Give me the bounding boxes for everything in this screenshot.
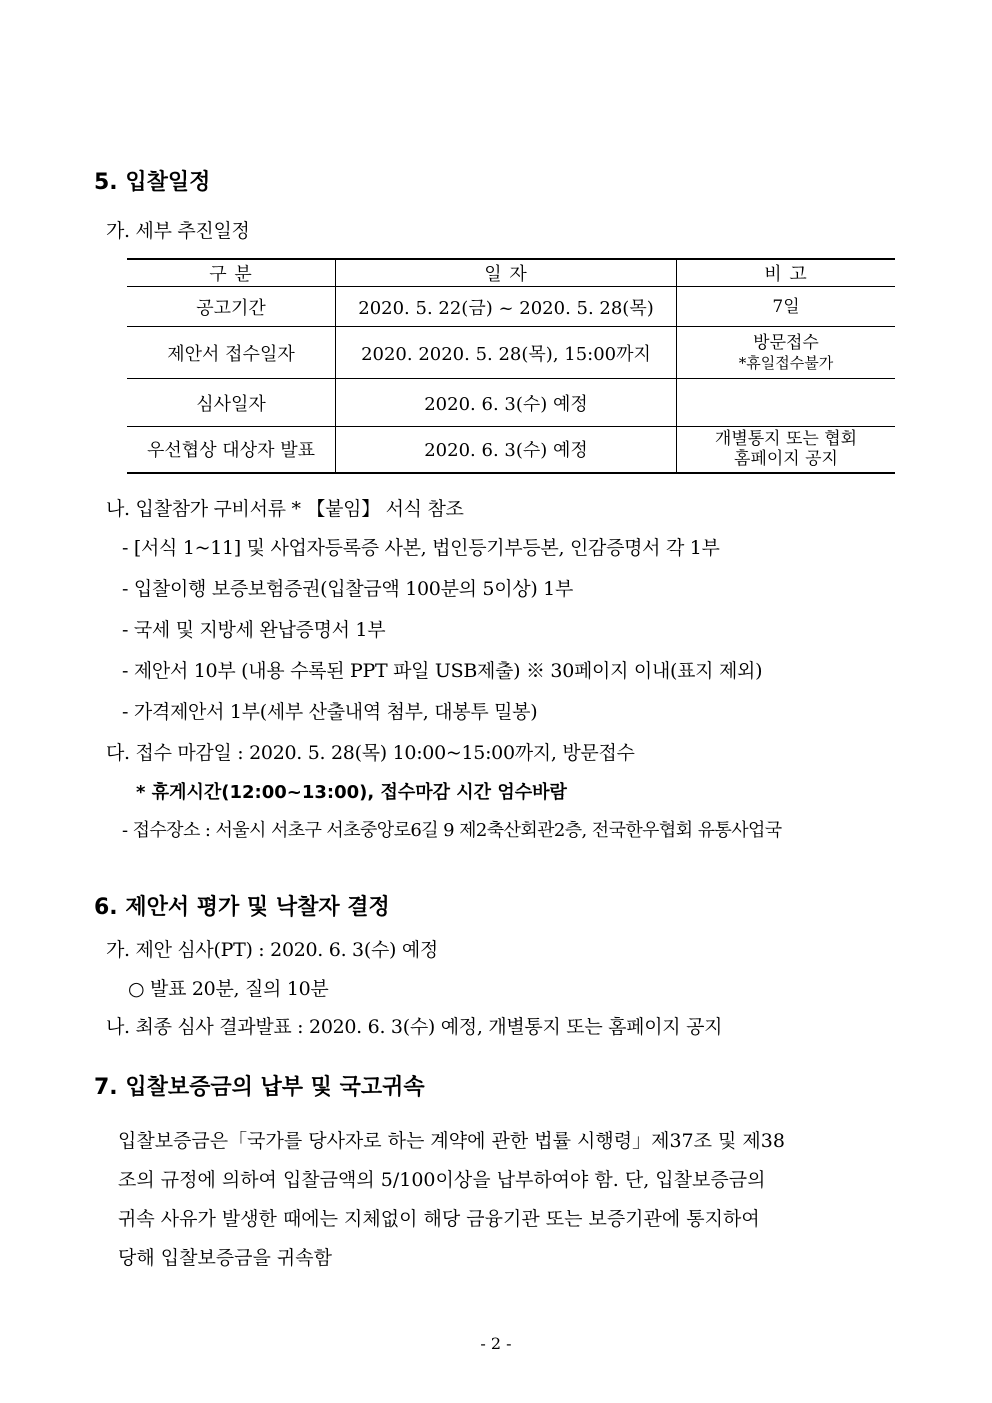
row-note xyxy=(677,427,896,473)
paragraph-line: 당해 입찰보증금을 귀속함 xyxy=(118,1247,332,1269)
na-item: - 입찰이행 보증보험증권(입찰금액 100분의 5이상) 1부 xyxy=(122,578,574,600)
section-6-ga-sub: ○ 발표 20분, 질의 10분 xyxy=(128,978,329,1000)
row-note-line2: 홈페이지 공지 xyxy=(734,449,838,470)
section-5-da: 다. 접수 마감일 : 2020. 5. 28(목) 10:00~15:00까지, 방문접수 xyxy=(106,742,635,764)
row-item: 공고기간 xyxy=(127,287,336,327)
row-date: 2020. 5. 22(금) ~ 2020. 5. 28(목) xyxy=(336,287,677,327)
row-note-line1: 개별통지 또는 협회 xyxy=(714,429,858,450)
row-note xyxy=(677,287,896,327)
paragraph-line: 조의 규정에 의하여 입찰금액의 5/100이상을 납부하여야 함. 단, 입찰보증금의 xyxy=(118,1169,766,1191)
row-date: 2020. 2020. 5. 28(목), 15:00까지 xyxy=(336,327,677,379)
row-note xyxy=(677,327,896,379)
table-row xyxy=(127,427,895,473)
na-item: - 가격제안서 1부(세부 산출내역 첨부, 대봉투 밀봉) xyxy=(122,701,538,723)
header-item: 구 분 xyxy=(127,259,336,287)
paragraph-line: 입찰보증금은「국가를 당사자로 하는 계약에 관한 법률 시행령」제37조 및 제38 xyxy=(118,1130,785,1152)
da-note: * 휴게시간(12:00~13:00), 접수마감 시간 엄수바람 xyxy=(136,782,567,803)
schedule-table xyxy=(127,258,895,474)
table-row xyxy=(127,379,895,427)
section-5-ga: 가. 세부 추진일정 xyxy=(106,220,250,242)
row-note xyxy=(677,379,896,427)
table-header-row xyxy=(127,259,895,287)
row-item: 우선협상 대상자 발표 xyxy=(127,427,336,473)
row-note-line2: *휴일접수불가 xyxy=(738,353,834,372)
row-date: 2020. 6. 3(수) 예정 xyxy=(336,427,677,473)
na-item: - [서식 1~11] 및 사업자등록증 사본, 법인등기부등본, 인감증명서 각 1부 xyxy=(122,537,720,559)
na-item: - 국세 및 지방세 완납증명서 1부 xyxy=(122,619,386,641)
section-7-title: 7. 입찰보증금의 납부 및 국고귀속 xyxy=(94,1075,425,1100)
header-date: 일 자 xyxy=(336,259,677,287)
row-note-line1: 7일 xyxy=(772,296,800,317)
row-note-line1: 방문접수 xyxy=(753,332,819,353)
section-6-title: 6. 제안서 평가 및 낙찰자 결정 xyxy=(94,895,390,920)
row-item: 제안서 접수일자 xyxy=(127,327,336,379)
row-date: 2020. 6. 3(수) 예정 xyxy=(336,379,677,427)
da-place: - 접수장소 : 서울시 서초구 서초중앙로6길 9 제2축산회관2층, 전국한우협회 유통사업국 xyxy=(122,820,782,841)
table-row xyxy=(127,327,895,379)
page-number: - 2 - xyxy=(480,1334,512,1353)
section-6-ga: 가. 제안 심사(PT) : 2020. 6. 3(수) 예정 xyxy=(106,939,438,961)
na-item: - 제안서 10부 (내용 수록된 PPT 파일 USB제출) ※ 30페이지 이내(표지 제외) xyxy=(122,660,763,682)
table-row xyxy=(127,287,895,327)
section-5-title: 5. 입찰일정 xyxy=(94,170,211,195)
paragraph-line: 귀속 사유가 발생한 때에는 지체없이 해당 금융기관 또는 보증기관에 통지하여 xyxy=(118,1208,760,1230)
section-7-paragraph xyxy=(118,1122,898,1278)
section-6-na: 나. 최종 심사 결과발표 : 2020. 6. 3(수) 예정, 개별통지 또는 홈페이지 공지 xyxy=(106,1016,723,1038)
row-item: 심사일자 xyxy=(127,379,336,427)
section-5-na: 나. 입찰참가 구비서류 * 【붙임】 서식 참조 xyxy=(106,498,464,520)
header-note: 비 고 xyxy=(677,259,896,287)
